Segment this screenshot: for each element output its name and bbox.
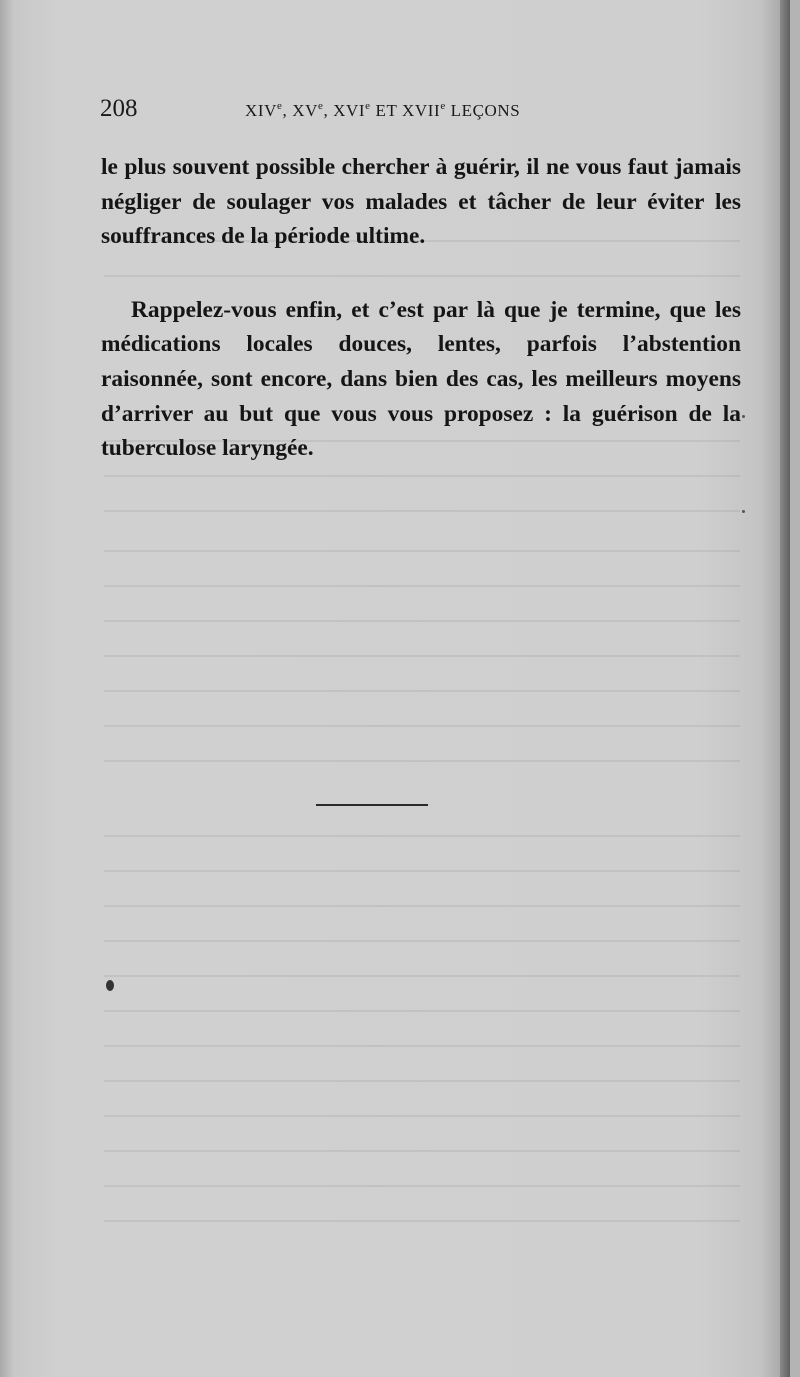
bleed-through-line <box>104 510 740 512</box>
bleed-through-line <box>104 1150 740 1152</box>
bleed-through-line <box>104 585 740 587</box>
bleed-through-line <box>104 905 740 907</box>
bleed-through-line <box>104 760 740 762</box>
bleed-through-line <box>104 1220 740 1222</box>
bleed-through-line <box>104 1080 740 1082</box>
bleed-through-line <box>104 1010 740 1012</box>
bleed-through-line <box>104 475 740 477</box>
ink-speck <box>742 510 745 513</box>
bleed-through-line <box>104 690 740 692</box>
ink-speck <box>742 415 745 418</box>
body-text <box>101 150 741 466</box>
bleed-through-line <box>104 1045 740 1047</box>
page-edge-shadow <box>780 0 790 1377</box>
bleed-through-line <box>104 655 740 657</box>
paragraph: le plus souvent possible chercher à guérir, il ne vous faut jamais négliger de soulager vos malades et tâcher de leur éviter les souffrances de la période ultime. <box>101 154 741 250</box>
bleed-through-line <box>104 975 740 977</box>
page-header <box>100 95 740 131</box>
bleed-through-line <box>104 620 740 622</box>
bleed-through-line <box>104 550 740 552</box>
running-head: XIVe, XVe, XVIe ET XVIIe LEÇONS <box>245 100 521 120</box>
bleed-through-line <box>104 1185 740 1187</box>
bleed-through-line <box>104 870 740 872</box>
bleed-through-line <box>104 1115 740 1117</box>
ink-speck <box>106 980 114 991</box>
section-end-rule <box>316 804 428 806</box>
bleed-through-line <box>104 940 740 942</box>
bleed-through-line <box>104 835 740 837</box>
bleed-through-line <box>104 725 740 727</box>
page-number: 208 <box>100 95 138 122</box>
paragraph: Rappelez-vous enfin, et c’est par là que je termine, que les médications locales douces, lentes, parfois l’abstention raisonnée, sont encore, dans bien des cas, les meilleurs moyens d’arriver au but que vous vous proposez : la guérison de la tuberculose laryngée. <box>101 296 741 462</box>
